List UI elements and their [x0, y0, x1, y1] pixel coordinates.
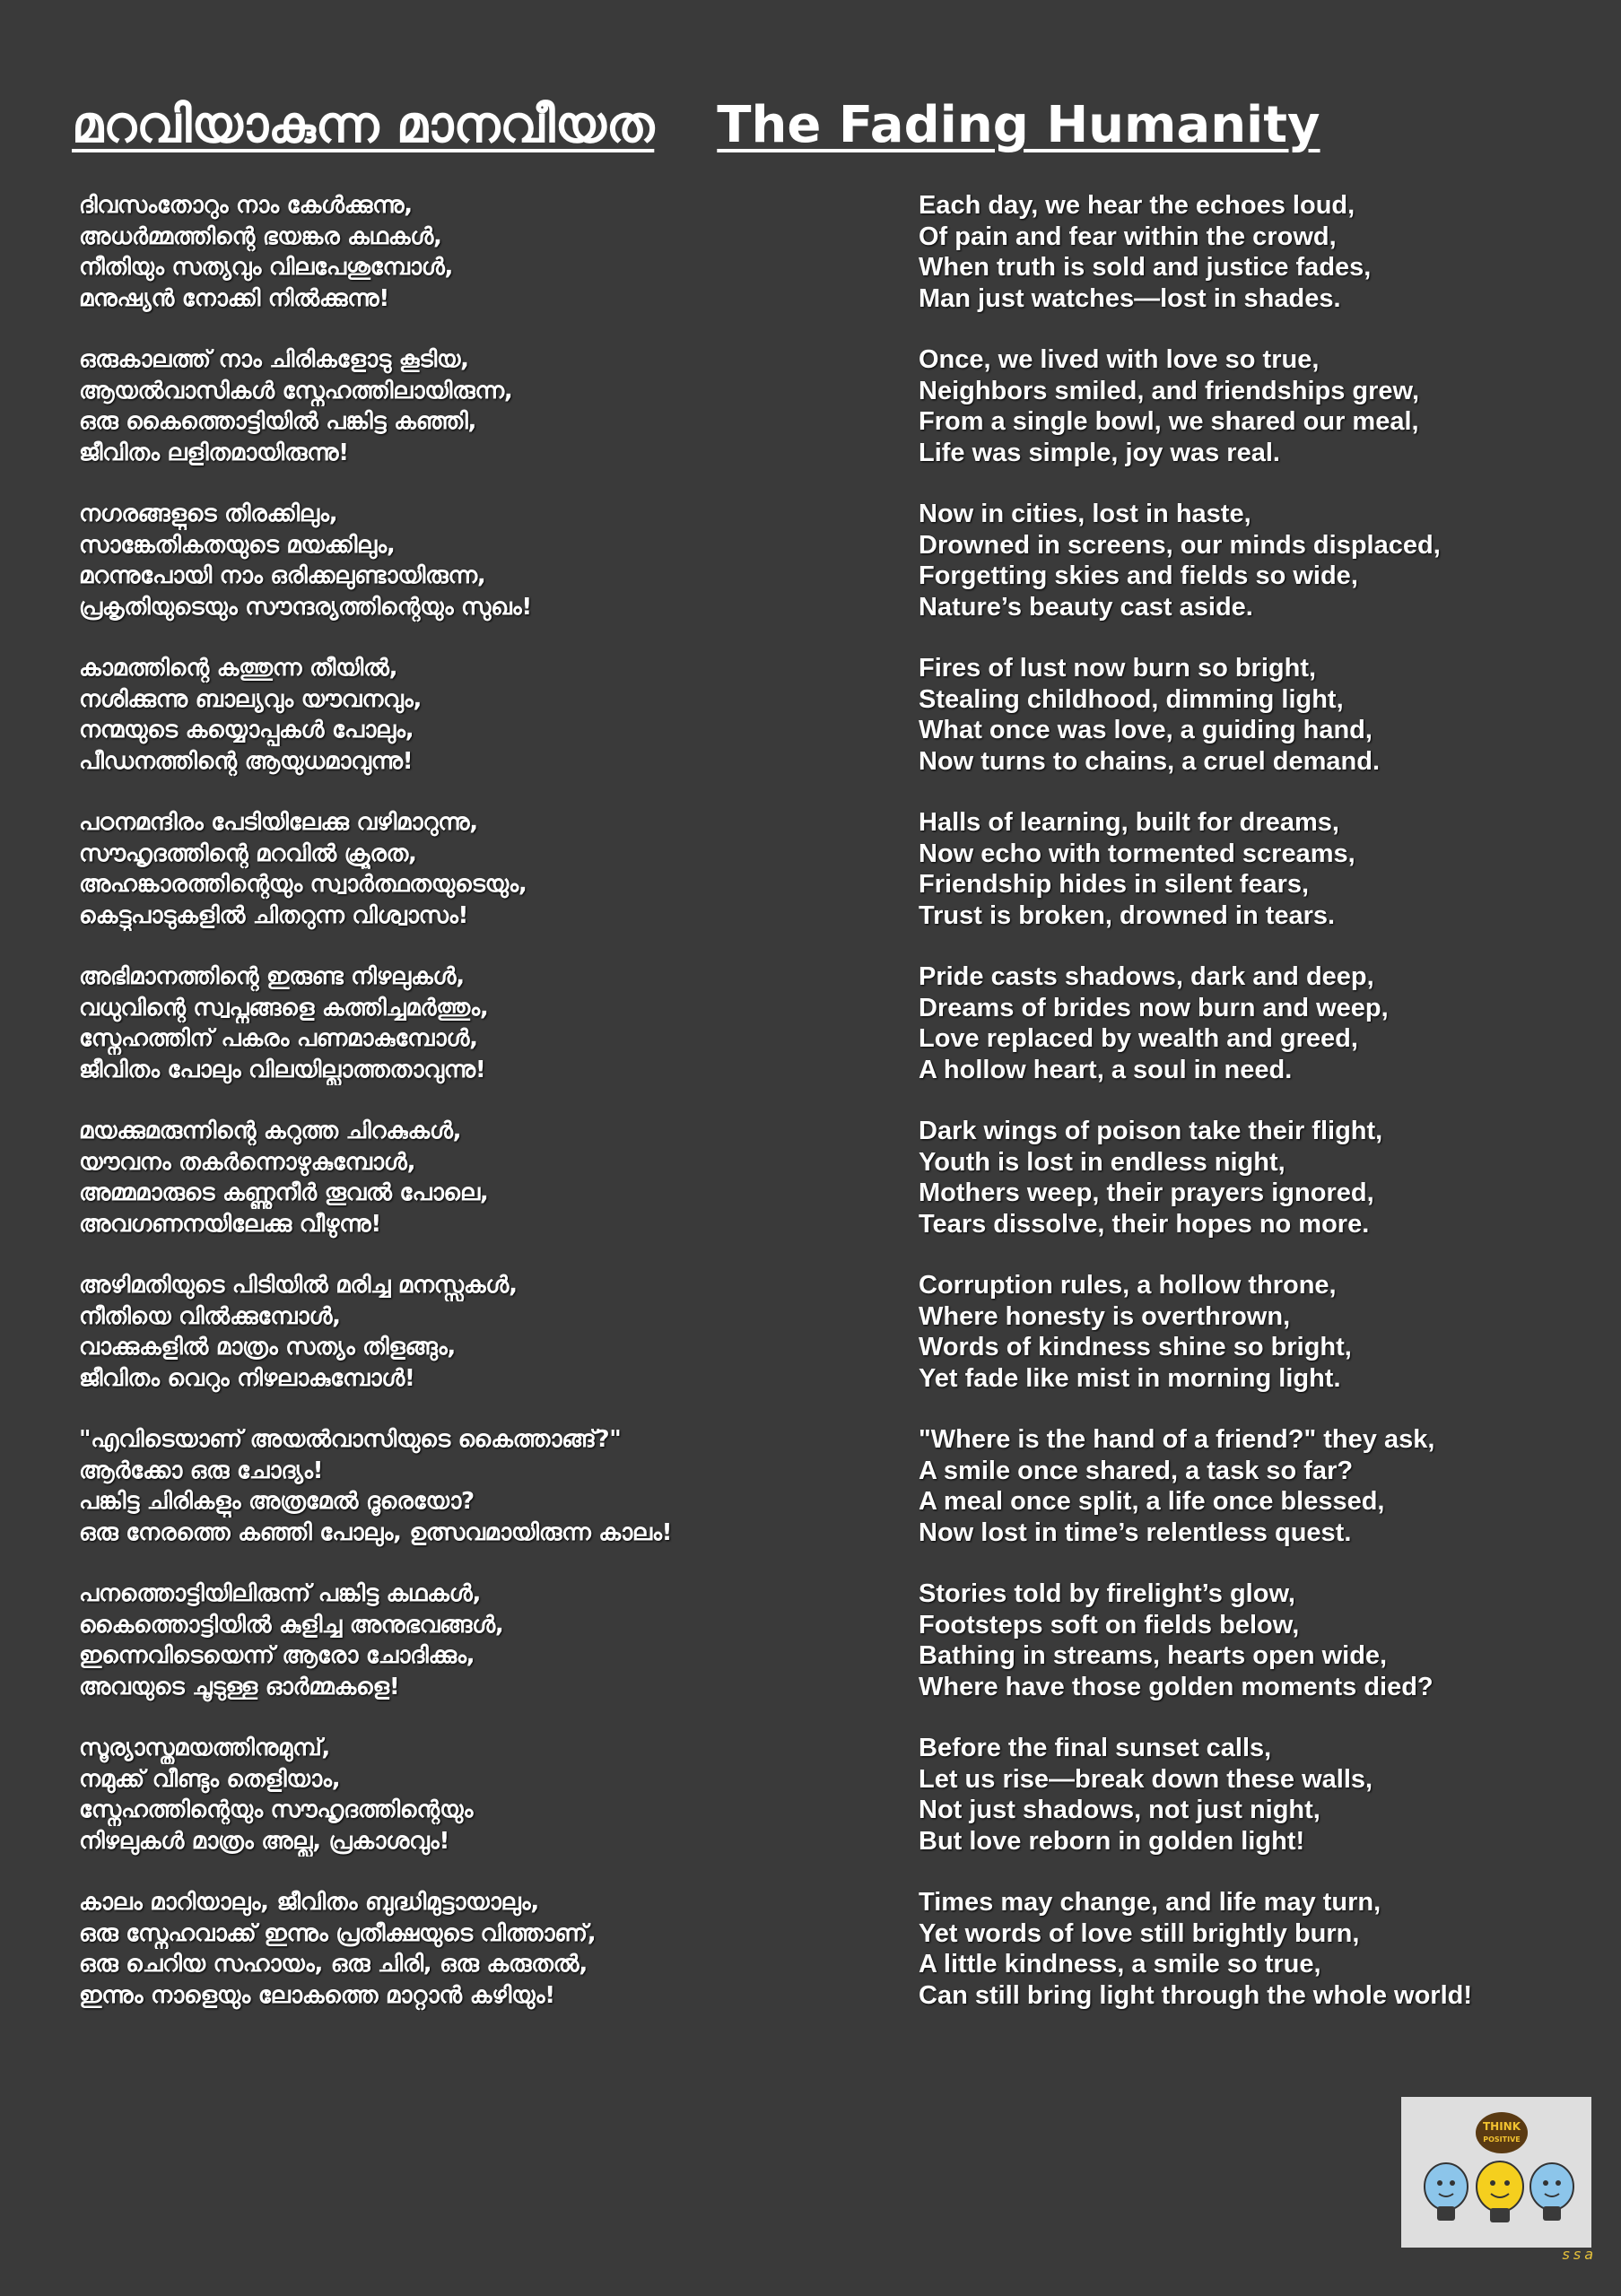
malayalam-stanza: [79, 1733, 913, 1857]
english-line: Halls of learning, built for dreams,: [919, 808, 1339, 837]
english-stanza: [919, 1733, 1564, 1857]
malayalam-column: [79, 190, 913, 2038]
english-stanza: [919, 1116, 1564, 1239]
malayalam-line: ആർക്കോ ഒരു ചോദ്യം!: [79, 1457, 324, 1484]
english-line: Trust is broken, drowned in tears.: [919, 900, 1336, 930]
malayalam-line: അമ്മമാരുടെ കണ്ണുനീർ തൂവൽ പോലെ,: [79, 1179, 489, 1206]
english-line: Yet fade like mist in morning light.: [919, 1363, 1341, 1393]
malayalam-line: ഒരുകാലത്ത് നാം ചിരികളോടു കൂടിയ,: [79, 346, 469, 373]
english-line: Forgetting skies and fields so wide,: [919, 561, 1358, 590]
english-line: Yet words of love still brightly burn,: [919, 1918, 1360, 1948]
english-line: Now lost in time’s relentless quest.: [919, 1518, 1352, 1547]
english-line: A little kindness, a smile so true,: [919, 1950, 1321, 1979]
english-line: Man just watches—lost in shades.: [919, 283, 1341, 313]
malayalam-line: സ്നേഹത്തിന്റെയും സൗഹൃദത്തിന്റെയും: [79, 1796, 474, 1823]
bulb-center: [1477, 2161, 1523, 2222]
english-line: Once, we lived with love so true,: [919, 345, 1320, 374]
english-line: Bathing in streams, hearts open wide,: [919, 1641, 1388, 1670]
malayalam-line: പനത്തൊട്ടിയിലിരുന്ന് പങ്കിട്ട കഥകൾ,: [79, 1580, 482, 1607]
malayalam-line: വധുവിന്റെ സ്വപ്നങ്ങളെ കത്തിച്ചമർത്തും,: [79, 994, 489, 1022]
malayalam-line: അഭിമാനത്തിന്റെ ഇരുണ്ട നിഴലുകൾ,: [79, 963, 465, 990]
malayalam-stanza: [79, 190, 913, 314]
english-stanza: [919, 1424, 1564, 1548]
malayalam-line: ജീവിതം ലളിതമായിരുന്നു!: [79, 439, 349, 466]
malayalam-line: ആയൽവാസികൾ സ്നേഹത്തിലായിരുന്ന,: [79, 377, 513, 404]
english-line: Mothers weep, their prayers ignored,: [919, 1178, 1374, 1207]
english-line: Words of kindness shine so bright,: [919, 1333, 1352, 1361]
malayalam-stanza: [79, 1578, 913, 1702]
malayalam-line: കാമത്തിന്റെ കത്തുന്ന തീയിൽ,: [79, 655, 398, 682]
malayalam-line: കെട്ടുപാടുകളിൽ ചിതറുന്ന വിശ്വാസം!: [79, 901, 469, 929]
english-line: Youth is lost in endless night,: [919, 1147, 1285, 1177]
malayalam-line: അധർമ്മത്തിന്റെ ഭയങ്കര കഥകൾ,: [79, 222, 442, 250]
malayalam-stanza: [79, 344, 913, 468]
title-english: The Fading Humanity: [717, 96, 1320, 154]
english-line: Each day, we hear the echoes loud,: [919, 191, 1355, 220]
malayalam-line: "എവിടെയാണ് അയൽവാസിയുടെ കൈത്താങ്ങ്?": [79, 1426, 622, 1453]
english-stanza: [919, 653, 1564, 777]
english-line: A hollow heart, a soul in need.: [919, 1055, 1293, 1084]
english-line: Life was simple, joy was real.: [919, 438, 1280, 467]
bulb-left: [1425, 2163, 1468, 2221]
english-stanza: [919, 961, 1564, 1085]
malayalam-line: നീതിയും സത്യവും വിലപേശുമ്പോൾ,: [79, 254, 454, 281]
english-line: But love reborn in golden light!: [919, 1826, 1305, 1856]
malayalam-line: പഠനമന്ദിരം പേടിയിലേക്കു വഴിമാറുന്നു,: [79, 809, 478, 836]
malayalam-line: മയക്കുമരുന്നിന്റെ കറുത്ത ചിറകുകൾ,: [79, 1118, 462, 1144]
malayalam-line: നന്മയുടെ കയ്യൊപ്പുകൾ പോലും,: [79, 717, 414, 744]
english-line: Corruption rules, a hollow throne,: [919, 1271, 1337, 1300]
malayalam-stanza: [79, 1887, 913, 2011]
malayalam-line: നമുക്ക് വീണ്ടും തെളിയാം,: [79, 1765, 341, 1793]
lightbulbs-icon: [1401, 2097, 1591, 2248]
english-line: Let us rise—break down these walls,: [919, 1764, 1373, 1794]
english-line: A meal once split, a life once blessed,: [919, 1487, 1385, 1516]
malayalam-line: കൈത്തൊട്ടിയിൽ കുളിച്ച അനുഭവങ്ങൾ,: [79, 1611, 504, 1639]
english-line: Dreams of brides now burn and weep,: [919, 993, 1389, 1022]
malayalam-stanza: [79, 1116, 913, 1239]
malayalam-line: നഗരങ്ങളുടെ തിരക്കിലും,: [79, 500, 338, 527]
malayalam-line: ഒരു കൈത്തൊട്ടിയിൽ പങ്കിട്ട കഞ്ഞി,: [79, 408, 477, 435]
english-line: Dark wings of poison take their flight,: [919, 1117, 1383, 1145]
english-line: Where honesty is overthrown,: [919, 1301, 1291, 1331]
english-line: Fires of lust now burn so bright,: [919, 654, 1317, 683]
english-line: Friendship hides in silent fears,: [919, 870, 1310, 899]
malayalam-line: പീഡനത്തിന്റെ ആയുധമാവുന്നു!: [79, 747, 414, 775]
malayalam-line: ഇന്നും നാളെയും ലോകത്തെ മാറ്റാൻ കഴിയും!: [79, 1981, 555, 2009]
english-line: Now echo with tormented screams,: [919, 839, 1355, 868]
badge-text-think: THINK: [1482, 2120, 1521, 2133]
malayalam-line: നശിക്കുന്നു ബാല്യവും യൗവനവും,: [79, 685, 423, 713]
english-stanza: [919, 807, 1564, 931]
english-line: Stealing childhood, dimming light,: [919, 684, 1344, 714]
title-malayalam: മറവിയാകുന്ന മാനവീയത: [72, 96, 655, 154]
malayalam-line: യൗവനം തകർന്നൊഴുകുമ്പോൾ,: [79, 1148, 416, 1176]
english-line: Now in cities, lost in haste,: [919, 500, 1251, 528]
poem-title: [72, 90, 1507, 161]
malayalam-line: അവയുടെ ചൂടുള്ള ഓർമ്മകളെ!: [79, 1673, 400, 1700]
english-line: What once was love, a guiding hand,: [919, 716, 1373, 744]
english-line: Love replaced by wealth and greed,: [919, 1024, 1358, 1053]
english-stanza: [919, 499, 1564, 622]
english-line: Not just shadows, not just night,: [919, 1796, 1320, 1824]
malayalam-line: ഒരു നേരത്തെ കഞ്ഞി പോലും, ഉത്സവമായിരുന്ന കാലം!: [79, 1518, 673, 1546]
badge-text-positive: POSITIVE: [1483, 2135, 1521, 2144]
signature: ssa: [1562, 2246, 1597, 2263]
malayalam-line: നിഴലുകൾ മാത്രം അല്ല, പ്രകാശവും!: [79, 1827, 450, 1855]
malayalam-stanza: [79, 653, 913, 777]
english-line: Can still bring light through the whole world!: [919, 1980, 1473, 2010]
think-positive-badge: [1401, 2097, 1591, 2248]
bulb-right: [1530, 2163, 1573, 2221]
english-stanza: [919, 1578, 1564, 1702]
english-line: From a single bowl, we shared our meal,: [919, 407, 1419, 436]
malayalam-stanza: [79, 961, 913, 1085]
english-line: Nature’s beauty cast aside.: [919, 592, 1253, 622]
malayalam-line: നീതിയെ വിൽക്കുമ്പോൾ,: [79, 1302, 341, 1330]
malayalam-line: അവഗണനയിലേക്കു വീഴുന്നു!: [79, 1210, 381, 1238]
malayalam-line: മറന്നുപോയി നാം ഒരിക്കലുണ്ടായിരുന്ന,: [79, 562, 486, 589]
english-line: Where have those golden moments died?: [919, 1672, 1434, 1701]
english-stanza: [919, 344, 1564, 468]
english-stanza: [919, 190, 1564, 314]
malayalam-stanza: [79, 499, 913, 622]
english-line: Pride casts shadows, dark and deep,: [919, 962, 1374, 991]
english-line: Stories told by firelight’s glow,: [919, 1579, 1295, 1608]
malayalam-line: ഇന്നെവിടെയെന്ന് ആരോ ചോദിക്കും,: [79, 1642, 475, 1669]
malayalam-stanza: [79, 807, 913, 931]
malayalam-stanza: [79, 1270, 913, 1394]
malayalam-line: സ്നേഹത്തിന് പകരം പണമാകുമ്പോൾ,: [79, 1025, 478, 1052]
malayalam-line: സൂര്യാസ്തമയത്തിനുമുമ്പ്,: [79, 1735, 331, 1761]
malayalam-line: സാങ്കേതികതയുടെ മയക്കിലും,: [79, 531, 396, 559]
malayalam-line: ജീവിതം വെറും നിഴലാകുമ്പോൾ!: [79, 1364, 415, 1392]
english-stanza: [919, 1887, 1564, 2011]
malayalam-stanza: [79, 1424, 913, 1548]
malayalam-line: ഒരു ചെറിയ സഹായം, ഒരു ചിരി, ഒരു കരുതൽ,: [79, 1951, 588, 1978]
english-line: Times may change, and life may turn,: [919, 1888, 1381, 1917]
english-stanza: [919, 1270, 1564, 1394]
malayalam-line: പ്രകൃതിയുടെയും സൗന്ദര്യത്തിന്റെയും സുഖം!: [79, 593, 532, 621]
malayalam-line: സൗഹൃദത്തിന്റെ മറവിൽ ക്രൂരത,: [79, 839, 417, 867]
malayalam-line: വാക്കുകളിൽ മാത്രം സത്യം തിളങ്ങും,: [79, 1334, 456, 1361]
english-line: Neighbors smiled, and friendships grew,: [919, 376, 1420, 405]
malayalam-line: ഒരു സ്നേഹവാക്ക് ഇന്നും പ്രതീക്ഷയുടെ വിത്താണ്,: [79, 1919, 597, 1947]
english-line: Drowned in screens, our minds displaced,: [919, 530, 1441, 560]
malayalam-line: കാലം മാറിയാലും, ജീവിതം ബുദ്ധിമുട്ടായാലും,: [79, 1889, 539, 1916]
malayalam-line: പങ്കിട്ട ചിരികളും അത്രമേൽ ദൂരെയോ?: [79, 1488, 475, 1515]
malayalam-line: ജീവിതം പോലും വിലയില്ലാത്തതാവുന്നു!: [79, 1056, 486, 1083]
english-column: [919, 190, 1564, 2038]
english-line: When truth is sold and justice fades,: [919, 253, 1372, 282]
english-line: Before the final sunset calls,: [919, 1734, 1272, 1762]
english-line: A smile once shared, a task so far?: [919, 1456, 1354, 1485]
malayalam-line: അഴിമതിയുടെ പിടിയിൽ മരിച്ച മനസ്സുകൾ,: [79, 1272, 518, 1299]
english-line: Footsteps soft on fields below,: [919, 1610, 1300, 1639]
english-line: "Where is the hand of a friend?" they ask,: [919, 1425, 1435, 1454]
english-line: Tears dissolve, their hopes no more.: [919, 1209, 1370, 1239]
malayalam-line: അഹങ്കാരത്തിന്റെയും സ്വാർത്ഥതയുടെയും,: [79, 871, 527, 898]
english-line: Of pain and fear within the crowd,: [919, 222, 1337, 251]
english-line: Now turns to chains, a cruel demand.: [919, 746, 1381, 776]
think-bubble: [1476, 2112, 1528, 2153]
malayalam-line: ദിവസംതോറും നാം കേൾക്കുന്നു,: [79, 192, 413, 219]
malayalam-line: മനുഷ്യൻ നോക്കി നിൽക്കുന്നു!: [79, 284, 389, 312]
